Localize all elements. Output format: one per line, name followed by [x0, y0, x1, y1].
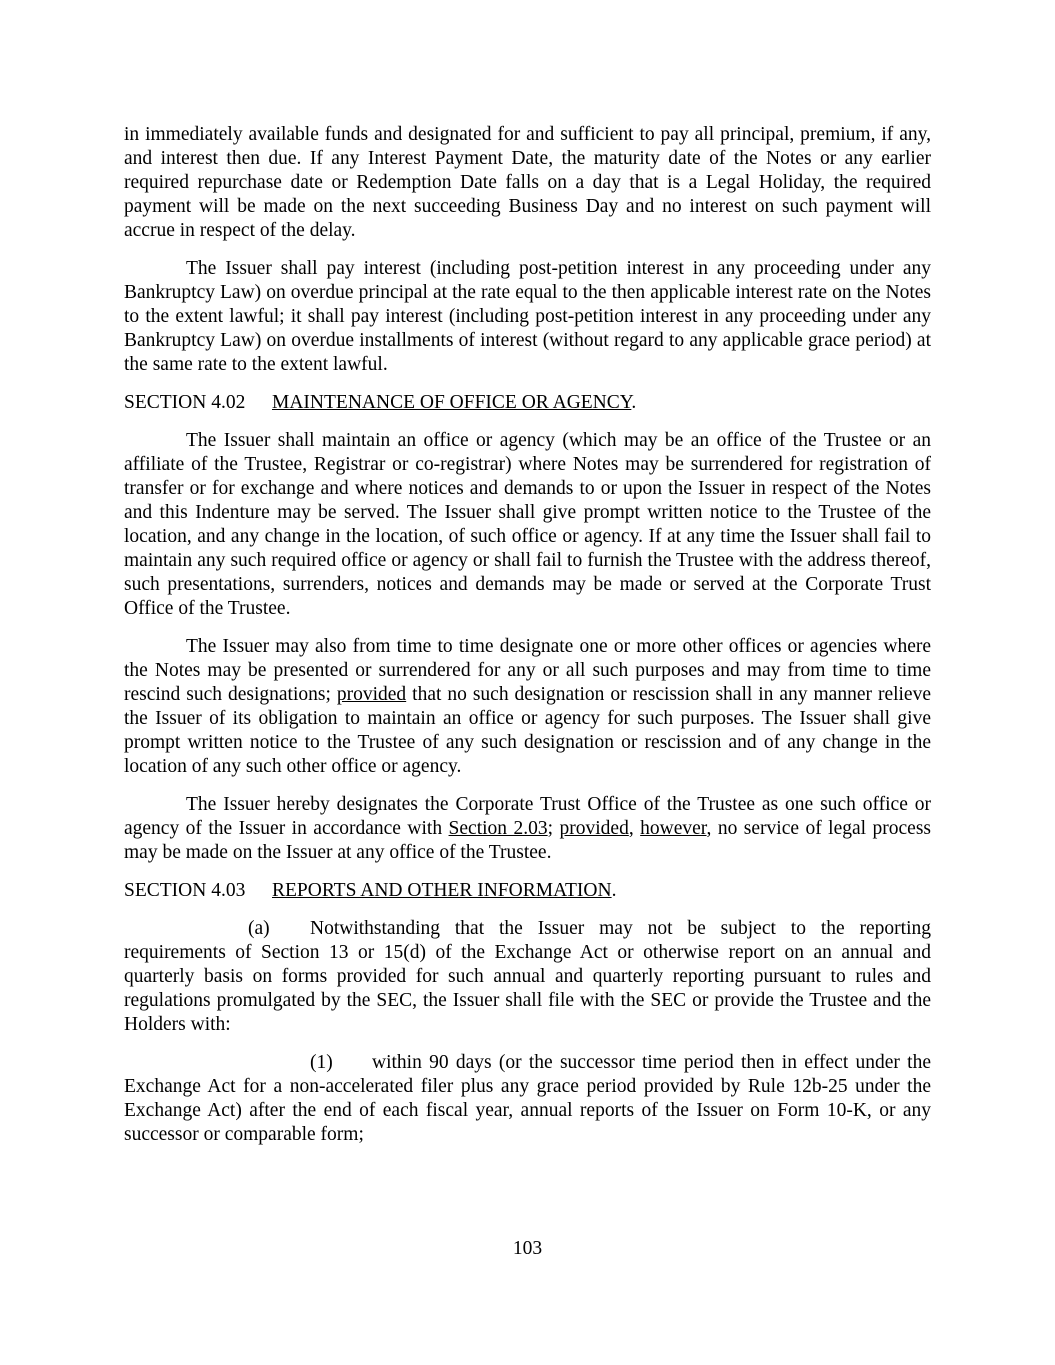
section-reference: Section 2.03: [448, 818, 548, 839]
clause-a: (a) Notwithstanding that the Issuer may not be subject to the reporting requirements of Section 13 or 15(d) of the Exchange Act or otherwise report on an annual and quarterly basis on forms provided for such annual and quarterly reporting pursuant to rules and regulations promulgated by the SEC, the Issuer shall file with the SEC or provide the Trustee and the Holders with:: [124, 918, 931, 1035]
section-number: SECTION 4.02: [124, 392, 246, 413]
section-4-02-heading: [124, 391, 931, 415]
document-body: [124, 123, 931, 1147]
paragraph-designate-offices: The Issuer may also from time to time designate one or more other offices or agencies where the Notes may be presented or surrendered for any or all such purposes and may from time to time rescind such designations; provided that no such designation or rescission shall in any manner relieve the Issuer of its obligation to maintain an office or agency for such purposes. The Issuer shall give prompt written notice to the Trustee of any such designation or rescission and of any change in the location of any such other office or agency.: [124, 636, 931, 777]
paragraph-corporate-trust-office: The Issuer hereby designates the Corporate Trust Office of the Trustee as one such office or agency of the Issuer in accordance with Section 2.03; provided, however, no service of legal process may be made on the Issuer at any office of the Trustee.: [124, 794, 931, 863]
clause-label: (1): [310, 1052, 333, 1073]
however-term: however: [640, 818, 707, 839]
section-title: REPORTS AND OTHER INFORMATION: [272, 880, 612, 901]
page-number: 103: [512, 1238, 543, 1259]
section-number: SECTION 4.03: [124, 880, 246, 901]
section-title: MAINTENANCE OF OFFICE OR AGENCY: [272, 392, 632, 413]
provided-term: provided: [559, 818, 629, 839]
section-period: .: [631, 392, 637, 413]
clause-label: (a): [248, 918, 270, 939]
paragraph-maintain-office: The Issuer shall maintain an office or agency (which may be an office of the Trustee or an affiliate of the Trustee, Registrar or co-registrar) where Notes may be surrendered for registration of transfer or for exchange and where notices and demands to or upon the Issuer in respect of the Notes and this Indenture may be served. The Issuer shall give prompt written notice to the Trustee of the location, and any change in the location, of such office or agency. If at any time the Issuer shall fail to maintain any such required office or agency or shall fail to furnish the Trustee with the address thereof, such presentations, surrenders, notices and demands may be made or served at the Corporate Trust Office of the Trustee.: [124, 430, 931, 619]
clause-1: (1) within 90 days (or the successor time period then in effect under the Exchange Act for a non-accelerated filer plus any grace period provided by Rule 12b-25 under the Exchange Act) after the end of each fiscal year, annual reports of the Issuer on Form 10-K, or any successor or comparable form;: [124, 1052, 931, 1145]
paragraph-overdue-interest: The Issuer shall pay interest (including post-petition interest in any proceeding under any Bankruptcy Law) on overdue principal at the rate equal to the then applicable interest rate on the Notes to the extent lawful; it shall pay interest (including post-petition interest in any proceeding under any Bankruptcy Law) on overdue installments of interest (without regard to any applicable grace period) at the same rate to the extent lawful.: [124, 258, 931, 375]
section-period: .: [611, 880, 617, 901]
provided-term: provided: [336, 684, 407, 705]
section-4-03-heading: [124, 879, 931, 903]
paragraph-payment-continuation: in immediately available funds and designated for and sufficient to pay all principal, premium, if any, and interest then due. If any Interest Payment Date, the maturity date of the Notes or any earlier required repurchase date or Redemption Date falls on a day that is a Legal Holiday, the required payment will be made on the next succeeding Business Day and no interest on such payment will accrue in respect of the delay.: [124, 124, 931, 241]
